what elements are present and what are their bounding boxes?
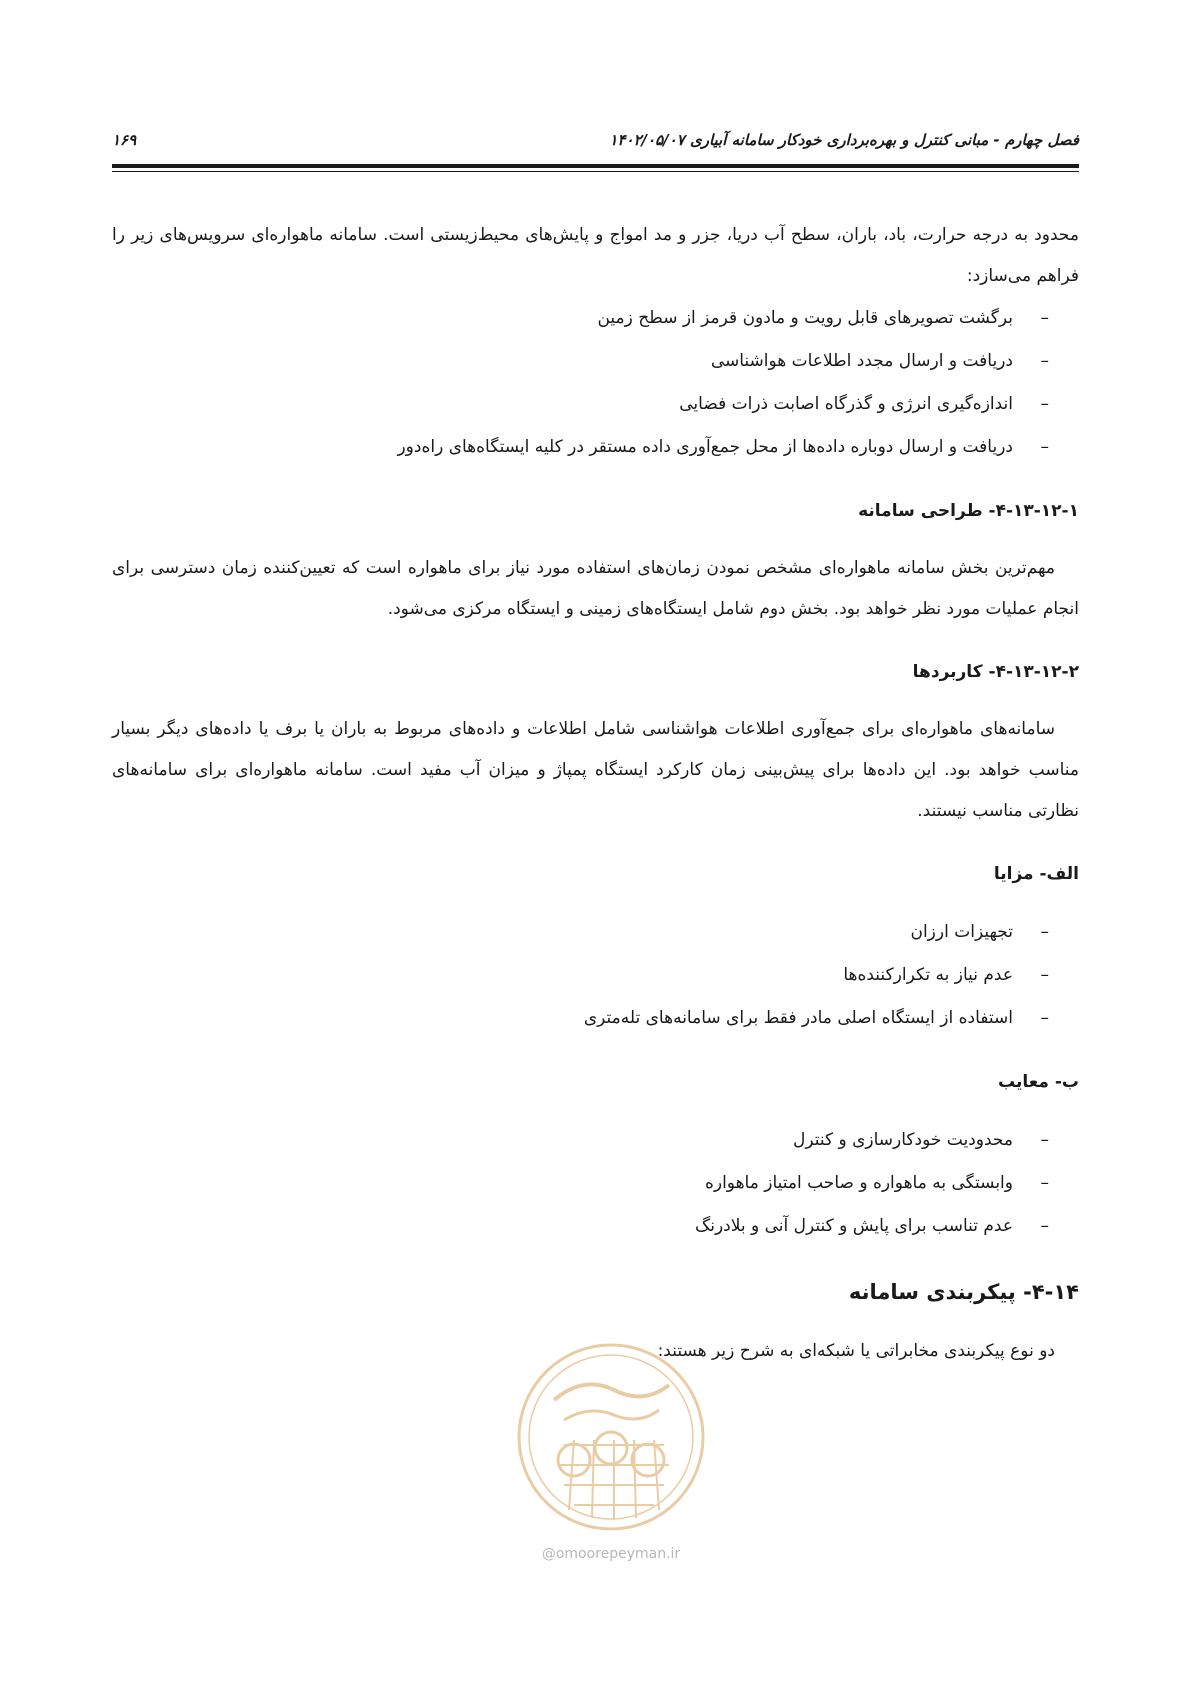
body-text — [112, 215, 1079, 1372]
disadvantages-list — [112, 1119, 1079, 1248]
advantages-list — [112, 911, 1079, 1040]
advantages-heading: الف- مزایا — [993, 864, 1079, 884]
section-heading-applications: ۴-۱۳-۱۲-۲- کاربردها — [912, 662, 1079, 682]
list-item: – اندازه‌گیری انرژی و گذرگاه اصابت ذرات فضایی — [112, 383, 1013, 426]
configuration-paragraph: دو نوع پیکربندی مخابراتی یا شبکه‌ای به شرح زیر هستند: — [657, 1341, 1055, 1361]
section-heading-design: ۴-۱۳-۱۲-۱- طراحی سامانه — [858, 501, 1079, 521]
list-item: – عدم نیاز به تکرارکننده‌ها — [112, 954, 1013, 997]
header-rule-thick — [112, 164, 1079, 168]
list-item: – محدودیت خودکارسازی و کنترل — [112, 1119, 1013, 1162]
list-item: – تجهیزات ارزان — [112, 911, 1013, 954]
services-list — [112, 297, 1079, 469]
list-item: – وابستگی به ماهواره و صاحب امتیاز ماهواره — [112, 1162, 1013, 1205]
applications-paragraph: سامانه‌های ماهواره‌ای برای جمع‌آوری اطلاعات هواشناسی شامل اطلاعات و داده‌های مربوط به باران یا برف یا داده‌های دیگر بسیار مناسب خواهد بود. این داده‌ها برای پیش‌بینی زمان کارکرد ایستگاه پمپاژ و میزان آب مفید است. سامانه ماهواره‌ای برای سامانه‌های نظارتی مناسب نیستند. — [112, 719, 1079, 821]
watermark-url: @omoorepeyman.ir — [541, 1546, 681, 1562]
list-item: – دریافت و ارسال دوباره داده‌ها از محل جمع‌آوری داده مستقر در کلیه ایستگاه‌های راه‌دور — [112, 426, 1013, 469]
running-header — [112, 128, 1079, 152]
chapter-title: فصل چهارم - مبانی کنترل و بهره‌برداری خودکار سامانه آبیاری ۱۴۰۲/۰۵/۰۷ — [609, 131, 1079, 149]
section-heading-configuration: ۴-۱۴- پیکربندی سامانه — [848, 1280, 1079, 1304]
list-item: – دریافت و ارسال مجدد اطلاعات هواشناسی — [112, 340, 1013, 383]
list-item: – برگشت تصویرهای قابل رویت و مادون قرمز از سطح زمین — [112, 297, 1013, 340]
page-number: ۱۶۹ — [112, 131, 137, 149]
watermark-seal-icon — [514, 1340, 708, 1534]
header-rule-thin — [112, 171, 1079, 172]
list-item: – استفاده از ایستگاه اصلی مادر فقط برای سامانه‌های تله‌متری — [112, 997, 1013, 1040]
design-paragraph: مهم‌ترین بخش سامانه ماهواره‌ای مشخص نمودن زمان‌های استفاده مورد نیاز برای ماهواره است که تعیین‌کننده زمان دسترسی برای انجام عملیات مورد نظر خواهد بود. بخش دوم شامل ایستگاه‌های زمینی و ایستگاه مرکزی می‌شود. — [112, 558, 1079, 619]
list-item: – عدم تناسب برای پایش و کنترل آنی و بلادرنگ — [112, 1205, 1013, 1248]
intro-paragraph: محدود به درجه حرارت، باد، باران، سطح آب دریا، جزر و مد امواج و پایش‌های محیط‌زیستی است. سامانه ماهواره‌ای سرویس‌های زیر را فراهم می‌سازد: — [112, 225, 1079, 286]
disadvantages-heading: ب- معایب — [998, 1072, 1079, 1092]
